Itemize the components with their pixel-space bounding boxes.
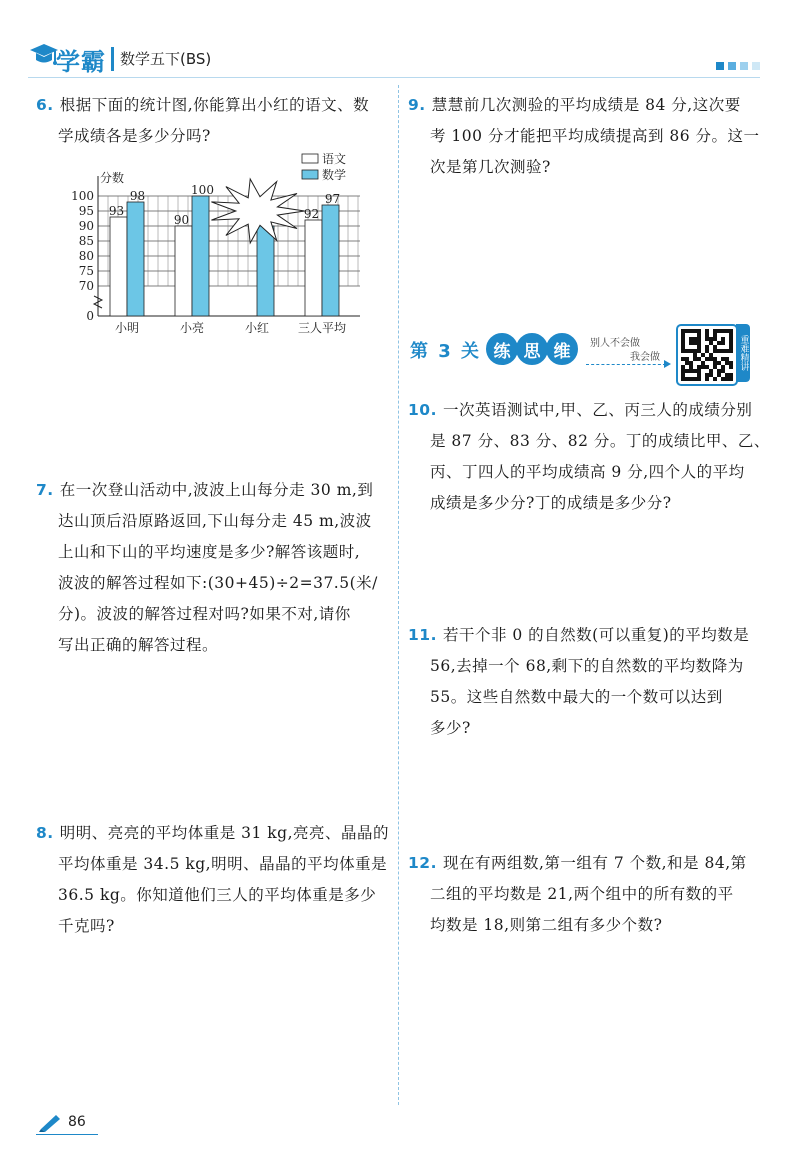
qr-module <box>705 349 709 353</box>
qr-module <box>717 369 721 373</box>
qr-module <box>693 357 697 361</box>
question-text: 丙、丁四人的平均成绩高 9 分,四个人的平均 <box>430 463 745 481</box>
qr-module <box>701 353 705 357</box>
x-tick-label: 小明 <box>114 321 140 335</box>
qr-module <box>725 349 729 353</box>
qr-module <box>681 345 685 349</box>
legend-swatch <box>302 170 318 179</box>
qr-module <box>689 341 693 345</box>
question-7 <box>36 475 396 661</box>
qr-module <box>693 353 697 357</box>
legend-swatch <box>302 154 318 163</box>
question-text: 55。这些自然数中最大的一个数可以达到 <box>430 688 723 706</box>
qr-module <box>721 329 725 333</box>
question-text: 平均体重是 34.5 kg,明明、晶晶的平均体重是 <box>58 855 388 873</box>
y-tick-label: 80 <box>78 249 94 263</box>
x-tick-label: 小亮 <box>179 321 205 335</box>
question-text: 考 100 分才能把平均成绩提高到 86 分。这一 <box>430 127 760 145</box>
qr-module <box>685 349 689 353</box>
y-tick-label: 70 <box>78 279 94 293</box>
qr-module <box>705 333 709 337</box>
qr-module <box>681 377 685 381</box>
qr-module <box>685 357 689 361</box>
qr-module <box>717 349 721 353</box>
qr-module <box>709 357 713 361</box>
question-9 <box>408 90 778 183</box>
qr-module <box>681 373 685 377</box>
qr-module <box>729 361 733 365</box>
qr-module <box>689 337 693 341</box>
qr-module <box>681 333 685 337</box>
qr-module <box>729 333 733 337</box>
question-text: 多少? <box>430 719 471 737</box>
question-text: 36.5 kg。你知道他们三人的平均体重是多少 <box>58 886 377 904</box>
qr-module <box>701 365 705 369</box>
question-number: 7. <box>36 481 54 499</box>
question-number: 9. <box>408 96 426 114</box>
qr-module <box>729 365 733 369</box>
bar <box>175 226 192 316</box>
arrow-line <box>586 364 666 365</box>
qr-code[interactable] <box>676 324 738 386</box>
qr-module <box>717 373 721 377</box>
qr-module <box>729 377 733 381</box>
qr-module <box>689 361 693 365</box>
qr-module <box>705 377 709 381</box>
axis-break <box>94 296 102 308</box>
qr-module <box>729 341 733 345</box>
qr-module <box>697 377 701 381</box>
question-text: 分)。波波的解答过程对吗?如果不对,请你 <box>58 605 351 623</box>
qr-module <box>717 329 721 333</box>
qr-module <box>697 345 701 349</box>
question-number: 12. <box>408 854 437 872</box>
level-char: 练 <box>486 333 518 365</box>
header-squares <box>716 62 760 70</box>
qr-module <box>709 341 713 345</box>
qr-module <box>721 349 725 353</box>
qr-module <box>705 373 709 377</box>
level-name <box>486 333 576 365</box>
footer-rule <box>36 1134 98 1135</box>
question-text: 均数是 18,则第二组有多少个数? <box>430 916 663 934</box>
bar <box>192 196 209 316</box>
logo-text: 学霸 <box>56 48 106 76</box>
qr-module <box>681 341 685 345</box>
y-axis-label: 分数 <box>100 171 125 185</box>
column-divider <box>398 85 399 1105</box>
y-tick-label: 75 <box>78 264 94 278</box>
qr-module <box>721 369 725 373</box>
x-tick-label: 小红 <box>244 321 270 335</box>
question-text: 在一次登山活动中,波波上山每分走 30 m,到 <box>59 481 374 499</box>
question-text: 学成绩各是多少分吗? <box>58 127 211 145</box>
qr-module <box>681 349 685 353</box>
logo-divider <box>111 47 114 71</box>
qr-module <box>693 337 697 341</box>
qr-module <box>713 357 717 361</box>
bar <box>127 202 144 316</box>
qr-module <box>705 365 709 369</box>
pencil-icon <box>38 1112 64 1132</box>
qr-module <box>685 377 689 381</box>
level-title: 第 3 关 <box>410 341 482 362</box>
header-rule <box>28 77 760 78</box>
qr-module <box>693 369 697 373</box>
y-tick-label: 90 <box>78 219 94 233</box>
question-number: 10. <box>408 401 437 419</box>
qr-module <box>721 357 725 361</box>
qr-module <box>685 369 689 373</box>
legend-label: 数学 <box>322 168 347 182</box>
qr-module <box>693 329 697 333</box>
qr-module <box>705 345 709 349</box>
qr-module <box>713 365 717 369</box>
question-text: 二组的平均数是 21,两个组中的所有数的平 <box>430 885 734 903</box>
question-text: 一次英语测试中,甲、乙、丙三人的成绩分别 <box>442 401 753 419</box>
qr-module <box>705 357 709 361</box>
question-text: 若干个非 0 的自然数(可以重复)的平均数是 <box>442 626 750 644</box>
qr-module <box>689 365 693 369</box>
qr-module <box>709 373 713 377</box>
qr-module <box>725 377 729 381</box>
data-label: 98 <box>129 189 146 203</box>
qr-module <box>725 329 729 333</box>
question-12 <box>408 848 778 941</box>
qr-tab-label: 重难精讲 <box>736 324 750 382</box>
question-text: 是 87 分、83 分、82 分。丁的成绩比甲、乙、 <box>430 432 770 450</box>
question-text: 现在有两组数,第一组有 7 个数,和是 84,第 <box>442 854 747 872</box>
qr-module <box>725 357 729 361</box>
qr-module <box>697 329 701 333</box>
qr-module <box>721 341 725 345</box>
level-banner <box>408 322 768 384</box>
y-tick-label: 0 <box>86 309 94 323</box>
question-text: 成绩是多少分?丁的成绩是多少分? <box>430 494 672 512</box>
page-number: 86 <box>68 1114 86 1130</box>
qr-module <box>709 353 713 357</box>
qr-module <box>689 349 693 353</box>
qr-module <box>725 373 729 377</box>
question-6 <box>36 90 396 152</box>
qr-module <box>729 345 733 349</box>
question-text: 千克吗? <box>58 917 115 935</box>
y-tick-label: 85 <box>78 234 94 248</box>
question-text: 达山顶后沿原路返回,下山每分走 45 m,波波 <box>58 512 372 530</box>
book-title: 数学五下(BS) <box>120 50 212 68</box>
chart-svg <box>70 148 380 338</box>
qr-module <box>693 349 697 353</box>
bar <box>305 220 322 316</box>
question-text: 慧慧前几次测验的平均成绩是 84 分,这次要 <box>431 96 741 114</box>
question-10 <box>408 395 778 519</box>
qr-module <box>697 333 701 337</box>
question-text: 56,去掉一个 68,剩下的自然数的平均数降为 <box>430 657 744 675</box>
qr-module <box>705 329 709 333</box>
qr-module <box>689 369 693 373</box>
qr-module <box>693 341 697 345</box>
question-number: 6. <box>36 96 54 114</box>
y-tick-label: 100 <box>71 189 94 203</box>
qr-module <box>697 337 701 341</box>
qr-module <box>697 341 701 345</box>
qr-module <box>721 337 725 341</box>
qr-module <box>721 365 725 369</box>
qr-module <box>685 329 689 333</box>
score-bar-chart <box>70 148 380 338</box>
qr-code-icon <box>681 329 733 381</box>
qr-module <box>717 341 721 345</box>
qr-module <box>697 357 701 361</box>
qr-module <box>705 337 709 341</box>
question-text: 波波的解答过程如下:(30+45)÷2=37.5(米/ <box>58 574 378 592</box>
qr-module <box>697 349 701 353</box>
qr-module <box>701 361 705 365</box>
qr-module <box>713 377 717 381</box>
x-tick-label: 三人平均 <box>297 321 347 335</box>
data-label: 90 <box>173 213 190 227</box>
qr-module <box>709 337 713 341</box>
qr-module <box>681 329 685 333</box>
question-text: 根据下面的统计图,你能算出小红的语文、数 <box>59 96 370 114</box>
qr-module <box>713 337 717 341</box>
qr-module <box>713 333 717 337</box>
qr-module <box>697 373 701 377</box>
qr-module <box>721 377 725 381</box>
question-text: 写出正确的解答过程。 <box>58 636 219 654</box>
qr-module <box>709 369 713 373</box>
data-label: 93 <box>108 204 125 218</box>
qr-module <box>681 365 685 369</box>
data-label: 97 <box>324 192 341 206</box>
qr-module <box>729 337 733 341</box>
qr-module <box>693 377 697 381</box>
qr-module <box>685 361 689 365</box>
qr-module <box>713 349 717 353</box>
data-label: 100 <box>191 183 214 197</box>
question-8 <box>36 818 396 942</box>
question-11 <box>408 620 778 744</box>
arrow-right-icon <box>664 360 671 368</box>
bar <box>257 226 274 316</box>
qr-module <box>725 361 729 365</box>
qr-module <box>697 365 701 369</box>
page-header <box>0 0 800 90</box>
level-char: 维 <box>546 333 578 365</box>
legend-label: 语文 <box>322 152 347 166</box>
bar <box>110 217 127 316</box>
qr-module <box>729 349 733 353</box>
slogan-text: 我会做 <box>630 352 660 363</box>
y-tick-label: 95 <box>78 204 94 218</box>
question-text: 明明、亮亮的平均体重是 31 kg,亮亮、晶晶的 <box>59 824 390 842</box>
data-label: 92 <box>303 207 320 221</box>
qr-module <box>681 357 685 361</box>
question-number: 11. <box>408 626 437 644</box>
qr-module <box>729 329 733 333</box>
qr-module <box>713 361 717 365</box>
question-number: 8. <box>36 824 54 842</box>
qr-module <box>681 337 685 341</box>
slogan-text: 别人不会做 <box>590 338 640 349</box>
question-text: 上山和下山的平均速度是多少?解答该题时, <box>58 543 361 561</box>
bar <box>322 205 339 316</box>
qr-module <box>729 373 733 377</box>
qr-module <box>689 377 693 381</box>
question-text: 次是第几次测验? <box>430 158 551 176</box>
qr-module <box>689 329 693 333</box>
qr-module <box>713 329 717 333</box>
level-char: 思 <box>516 333 548 365</box>
qr-module <box>697 369 701 373</box>
qr-module <box>681 369 685 373</box>
qr-module <box>713 345 717 349</box>
qr-module <box>717 361 721 365</box>
